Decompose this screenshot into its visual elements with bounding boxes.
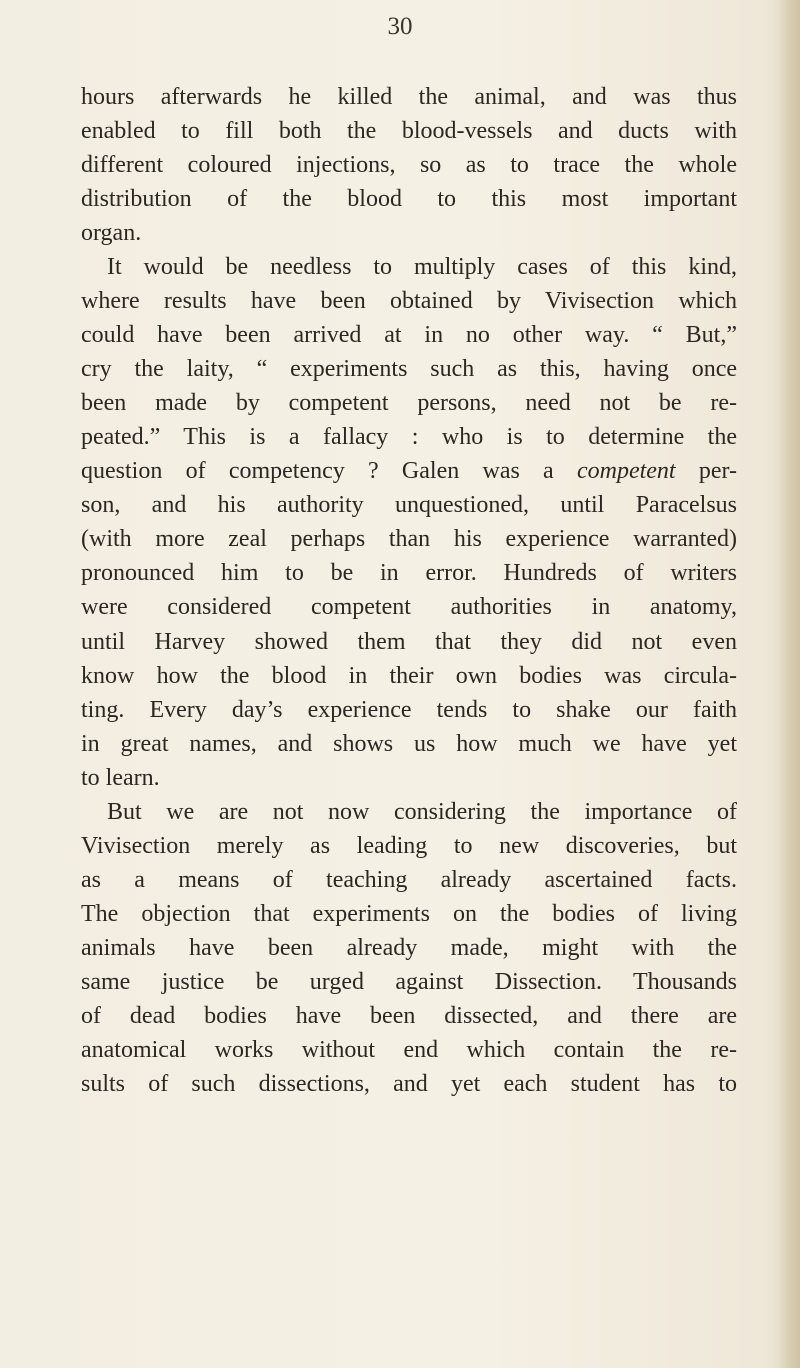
text-line: question of competency ? Galen was a competent per- <box>81 458 738 485</box>
text-line: to learn. <box>81 764 160 791</box>
page-edge-shadow <box>778 0 800 1368</box>
text-line: in great names, and shows us how much we have yet <box>81 730 737 757</box>
text-line: know how the blood in their own bodies was circula- <box>81 662 737 689</box>
page-number: 30 <box>387 13 413 40</box>
paragraph <box>81 795 737 1101</box>
text-line: Vivisection merely as leading to new discoveries, but <box>81 832 737 859</box>
text-line: until Harvey showed them that they did not even <box>81 628 737 655</box>
text-line: sults of such dissections, and yet each student has to <box>81 1070 737 1097</box>
text-line: organ. <box>81 220 142 247</box>
text-line: hours afterwards he killed the animal, and was thus <box>81 84 737 110</box>
text-line: same justice be urged against Dissection. Thousands <box>81 968 737 995</box>
text-line: as a means of teaching already ascertained facts. <box>81 866 737 893</box>
text-line: peated.” This is a fallacy : who is to determine the <box>81 424 737 451</box>
text-line: been made by competent persons, need not be re- <box>81 390 737 417</box>
text-line: of dead bodies have been dissected, and there are <box>81 1002 737 1029</box>
text-line: were considered competent authorities in anatomy, <box>81 594 737 621</box>
text-line: animals have been already made, might with the <box>81 934 737 961</box>
paragraph <box>81 250 737 795</box>
body-text <box>81 80 737 1101</box>
text-line: where results have been obtained by Vivisection which <box>81 288 737 315</box>
text-line: But we are not now considering the importance of <box>107 798 737 825</box>
text-line: different coloured injections, so as to trace the whole <box>81 152 737 179</box>
text-line: could have been arrived at in no other way. “ But,” <box>81 322 737 349</box>
text-line: cry the laity, “ experiments such as this, having once <box>81 356 737 383</box>
text-line: enabled to fill both the blood-vessels and ducts with <box>81 118 737 145</box>
text-line: (with more zeal perhaps than his experience warranted) <box>81 526 737 553</box>
text-line: pronounced him to be in error. Hundreds of writers <box>81 560 737 587</box>
paragraph <box>81 80 737 250</box>
text-line: It would be needless to multiply cases of this kind, <box>107 254 737 281</box>
text-line: anatomical works without end which contain the re- <box>81 1036 737 1063</box>
text-line: son, and his authority unquestioned, until Paracelsus <box>81 492 737 519</box>
text-line: ting. Every day’s experience tends to shake our faith <box>81 696 737 723</box>
text-line: distribution of the blood to this most important <box>81 186 737 213</box>
text-line: The objection that experiments on the bodies of living <box>81 900 737 927</box>
